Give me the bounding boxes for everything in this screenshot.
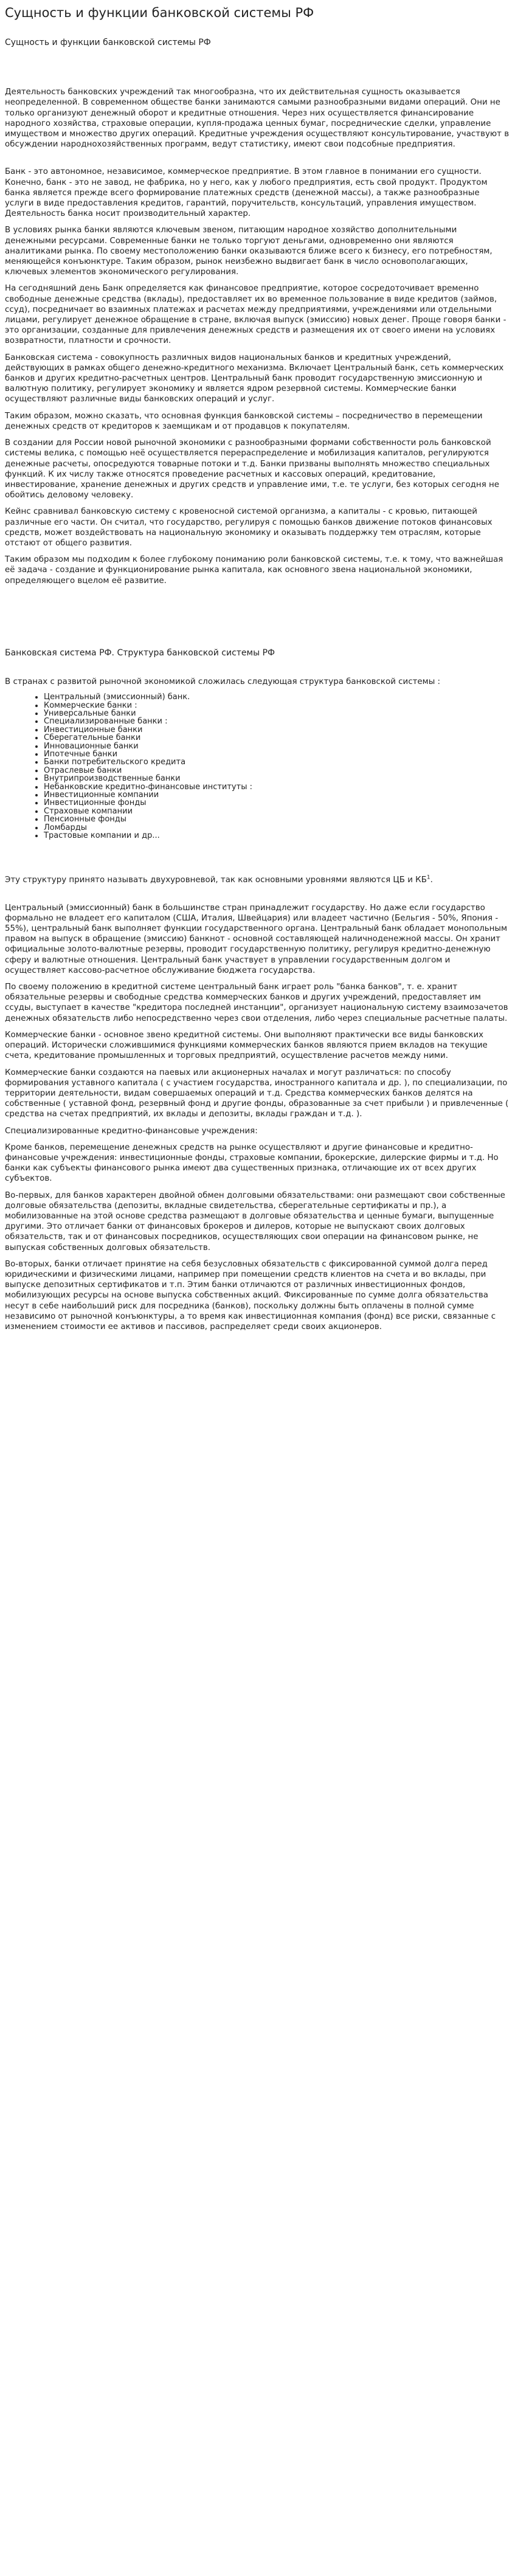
two-tier-paragraph: Эту структуру принято называть двухуровневой, так как основными уровнями являются ЦБ и $КБ^1$. bbox=[5, 874, 433, 885]
paragraph: В создании для России новой рыночной экономики с разнообразными формами собственности роль банковской системы велика, с помощью неё осуществляется перераспределение и мобилизация капиталов, регулируются денежные расчеты, опосредуются товарные потоки и т.д. Банки призваны выполнять множество специальных функций. К их числу также относятся проведение расчетных и кассовых операций, кредитование, инвестирование, хранение денежных и других средств и управление ими, т.е. те услуги, без которых сегодня не обойтись деловому человеку. bbox=[5, 438, 499, 500]
list-item: • Инвестиционные банки bbox=[44, 726, 510, 734]
list-item: • Внутрипроизводственные банки bbox=[44, 775, 510, 782]
paragraph: Во-первых, для банков характерен двойной обмен долговыми обязательствами: они размещают свои собственные долговые обязательства (депозиты, вкладные свидетельства, сберегательные сертификаты и пр.), а мобилизованные на этой основе средства размещают в долговые обязательства и ценные бумаги, выпущенные другими. Это отличает банки от финансовых брокеров и дилеров, которые не выпускают своих долговых обязательств, так и от финансовых посредников, осуществляющих свои операции на финансовом рынке, не выпуская собственных долговых обязательств. bbox=[5, 1190, 505, 1252]
spacer bbox=[5, 892, 510, 903]
essence-section bbox=[5, 87, 510, 586]
list-item: • Ломбарды bbox=[44, 824, 510, 832]
structure-intro: В странах с развитой рыночной экономикой сложилась следующая структура банковской системы : bbox=[5, 677, 441, 686]
footnote-marker[interactable]: 1 bbox=[426, 874, 430, 881]
list-item: • Инвестиционные компании bbox=[44, 791, 510, 799]
paragraph: В условиях рынка банки являются ключевым звеном, питающим народное хозяйство дополнительными денежными ресурсами. Современные банки не только торгуют деньгами, одновременно они являются аналитиками рынка. По своему местоположению банки оказываются ближе всего к бизнесу, его потребностям, меняющейся конъюнктуре. Таким образом, рынок неизбежно выдвигает банк в число основополагающих, ключевых элементов экономического регулирования. bbox=[5, 226, 493, 277]
paragraph: Деятельность банковских учреждений так многообразна, что их действительная сущность оказывается неопределенной. В современном обществе банки занимаются самыми разнообразными видами операций. Они не только организуют денежный оборот и кредитные отношения. Через них осуществляется финансирование народного хозяйства, страховые операции, купля-продажа ценных бумаг, посреднические сделки, управление имуществом и множество других операций. Кредитные учреждения осуществляют консультирование, участвуют в обсуждении народнохозяйственных программ, ведут статистику, имеют свои подсобные предприятия. bbox=[5, 88, 510, 150]
paragraph: Коммерческие банки создаются на паевых или акционерных началах и могут различаться: по способу формирования уставного капитала ( с участием государства, иностранного капитала и др. ), по специализации, по территории деятельности, видам совершаемых операций и т.д. Средства коммерческих банков делятся на собственные ( уставной фонд, резервный фонд и другие фонды, образованные за счет прибыли ) и привлеченные ( средства на счетах предприятий, их вклады и депозиты, вклады граждан и т.д. ). bbox=[5, 1068, 509, 1119]
two-tier-text: Эту структуру принято называть двухуровневой, так как основными уровнями являются ЦБ и КБ bbox=[5, 875, 427, 885]
paragraph: Во-вторых, банки отличает принятие на себя безусловных обязательств с фиксированной суммой долга перед юридическими и физическими лицами, например при помещении средств клиентов на счета и во вклады, при выпуске депозитных сертификатов и т.п. Этим банки отличаются от различных инвестиционных фондов, мобилизующих ресурсы на основе выпуска собственных акций. Фиксированные по сумме долга обязательства несут в себе наибольший риск для посредника (банков), поскольку должны быть оплачены в полной сумме независимо от рыночной конъюнктуры, а то время как инвестиционная компания (фонд) все риски, связанные с изменением стоимости ее активов и пассивов, распределяет среди своих акционеров. bbox=[5, 1259, 496, 1331]
list-item: • Ипотечные банки bbox=[44, 750, 510, 758]
paragraph: Коммерческие банки - основное звено кредитной системы. Они выполняют практически все виды банковских операций. Исторически сложившимися функциями коммерческих банков являются прием вкладов на текущие счета, кредитование промышленных и торговых предприятий, осуществление расчетов между ними. bbox=[5, 1030, 488, 1061]
list-item: • Универсальные банки bbox=[44, 710, 510, 717]
list-item: • Инновационные банки bbox=[44, 742, 510, 750]
paragraph: Банк - это автономное, независимое, коммерческое предприятие. В этом главное в понимании его сущности. Конечно, банк - это не завод, не фабрика, но у него, как у любого предприятия, есть свой продукт. Продуктом банка является прежде всего формирование платежных средств (денежной массы), а также разнообразные услуги в виде предоставления кредитов, гарантий, поручительств, консультаций, управления имуществом. Деятельность банка носит производительный характер. bbox=[5, 167, 488, 219]
document-subtitle: Сущность и функции банковской системы РФ bbox=[5, 38, 211, 47]
paragraph: Таким образом, можно сказать, что основная функция банковской системы – посредничество в перемещении денежных средств от кредиторов к заемщикам и от продавцов к покупателям. bbox=[5, 411, 483, 431]
central-bank-section bbox=[5, 903, 510, 1333]
paragraph: По своему положению в кредитной системе центральный банк играет роль "банка банков", т. е. хранит обязательные резервы и свободные средства коммерческих банков и других учреждений, предоставляет им ссуды, выступает в качестве "кредитора последней инстанции", организует национальную систему взаимозачетов денежных обязательств либо непосредственно через свои отделения, либо через специальные расчетные палаты. bbox=[5, 982, 508, 1023]
list-item: • Специализированные банки : bbox=[44, 717, 510, 725]
page-title: Сущность и функции банковской системы РФ bbox=[5, 5, 314, 20]
list-item: • Пенсионные фонды bbox=[44, 815, 510, 823]
list-item: • Отраслевые банки bbox=[44, 767, 510, 775]
list-item: • Сберегательные банки bbox=[44, 734, 510, 742]
spacer bbox=[5, 840, 510, 875]
list-item: • Страховые компании bbox=[44, 807, 510, 815]
list-item: • Инвестиционные фонды bbox=[44, 799, 510, 807]
list-item: • Трастовые компании и др... bbox=[44, 832, 510, 840]
paragraph: Банковская система - совокупность различных видов национальных банков и кредитных учреждений, действующих в рамках общего денежно-кредитного механизма. Включает Центральный банк, сеть коммерческих банков и других кредитно-расчетных центров. Центральный банк проводит государственную эмиссионную и валютную политику, регулирует экономику и является ядром резервной системы. Коммерческие банки осуществляют различные виды банковских операций и услуг. bbox=[5, 353, 504, 404]
spacer bbox=[5, 156, 510, 167]
section-heading: Банковская система РФ. Структура банковской системы РФ bbox=[5, 647, 275, 658]
paragraph: Центральный (эмиссионный) банк в большинстве стран принадлежит государству. Но даже если государство формально не владеет его капиталом (США, Италия, Швейцария) или владеет частично (Бельгия - 50%, Япония - 55%), центральный банк выполняет функции государственного органа. Центральный банк обладает монопольным правом на выпуск в обращение (эмиссию) банкнот - основной составляющей наличноденежной массы. Он хранит официальные золото-валютные резервы, проводит государственную политику, регулируя кредитно-денежную сферу и валютные отношения. Центральный банк участвует в управлении государственным долгом и осуществляет кассово-расчетное обслуживание бюджета государства. bbox=[5, 903, 508, 975]
list-item: • Небанковские кредитно-финансовые институты : bbox=[44, 783, 510, 791]
paragraph: Кейнс сравнивал банковскую систему с кровеносной системой организма, а капиталы - с кровью, питающей различные его части. Он считал, что государство, регулируя с помощью банков движение потоков финансовых средств, может воздействовать на национальную экономику и оказывать поддержку тем отраслям, которые отстают от общего развития. bbox=[5, 507, 493, 548]
structure-list bbox=[5, 693, 510, 840]
paragraph: Таким образом мы подходим к более глубокому пониманию роли банковской системы, т.е. к тому, что важнейшая её задача - создание и функционирование рынка капитала, как основного звена национальной экономики, определяющего вцелом её развитие. bbox=[5, 555, 503, 585]
spacer bbox=[5, 592, 510, 648]
list-item: • Центральный (эмиссионный) банк. bbox=[44, 693, 510, 701]
list-item: • Банки потребительского кредита bbox=[44, 758, 510, 766]
paragraph: Кроме банков, перемещение денежных средств на рынке осуществляют и другие финансовые и кредитно-финансовые учреждения: инвестиционные фонды, страховые компании, брокерские, дилерские фирмы и т.д. Но банки как субъекты финансового рынка имеют два существенных признака, отличающие их от всех других субъектов. bbox=[5, 1142, 499, 1184]
paragraph: Специализированные кредитно-финансовые учреждения: bbox=[5, 1126, 258, 1136]
list-item: • Коммерческие банки : bbox=[44, 702, 510, 710]
paragraph: На сегодняшний день Банк определяется как финансовое предприятие, которое сосредоточивает временно свободные денежные средства (вклады), предоставляет их во временное пользование в виде кредитов (займов, ссуд), посредничает во взаимных платежах и расчетах между предприятиями, учреждениями или отдельными лицами, регулирует денежное обращение в стране, включая выпуск (эмиссию) новых денег. Проще говоря банки - это организации, созданные для привлечения денежных средств и размещения их от своего имени на условиях возвратности, платности и срочности. bbox=[5, 284, 506, 346]
